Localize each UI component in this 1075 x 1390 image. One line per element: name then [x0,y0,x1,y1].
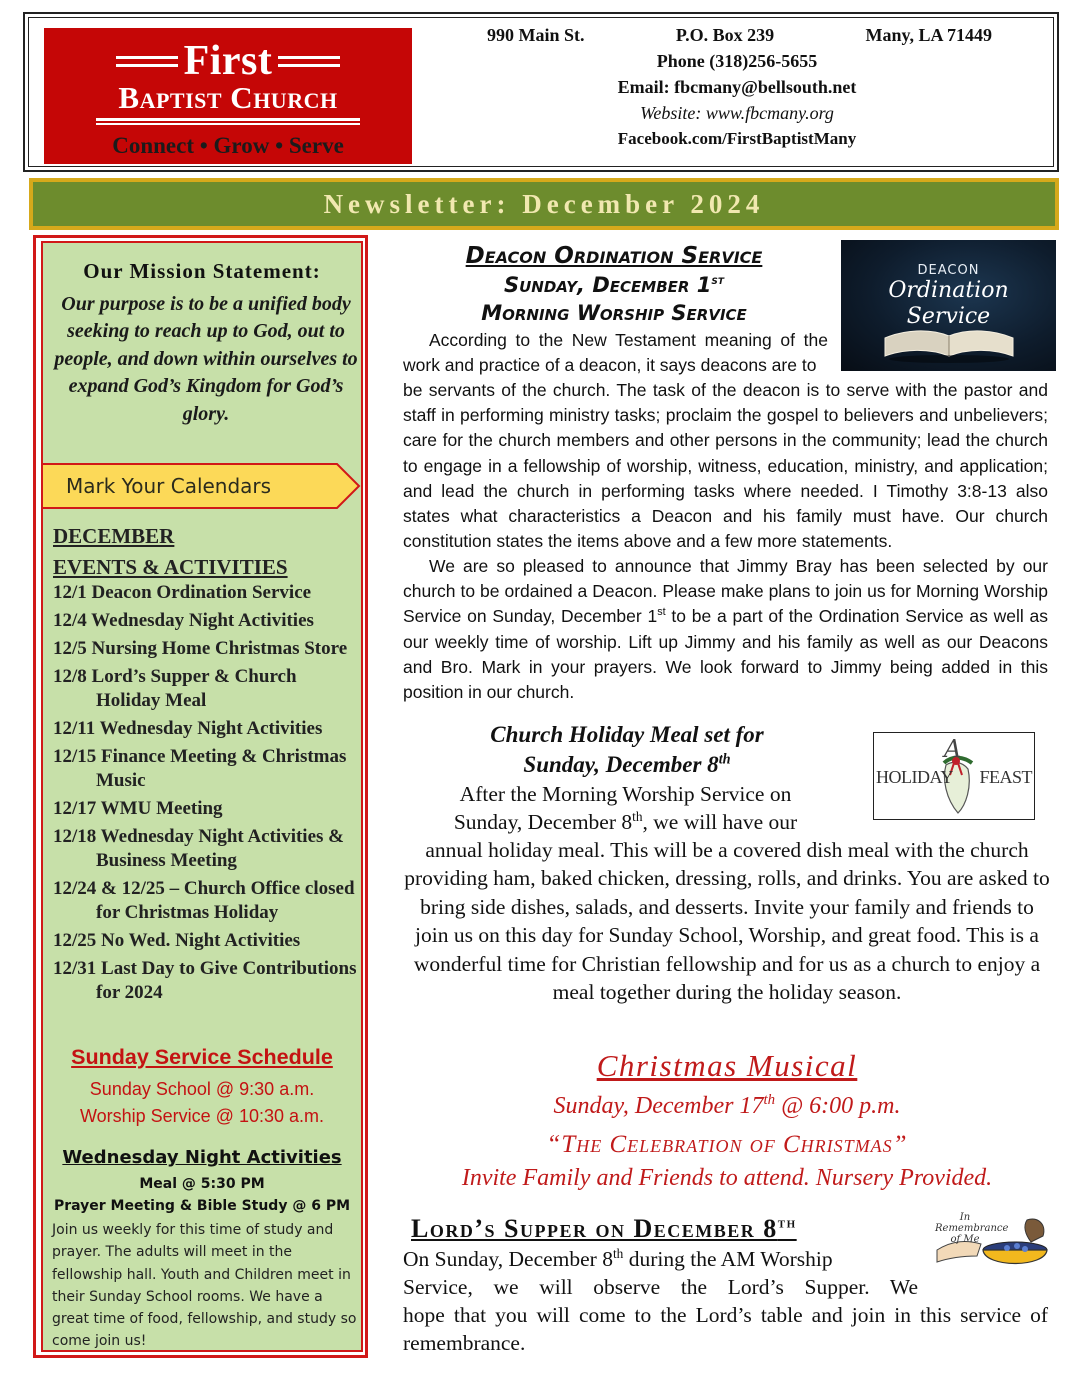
deacon-image-script-1: Ordination [888,278,1009,303]
newsletter-title: Newsletter: December 2024 [323,188,765,219]
worship-service-time: Worship Service @ 10:30 a.m. [79,1106,325,1126]
christmas-musical-date [403,1093,1051,1120]
sunday-schedule-title: Sunday Service Schedule [71,1045,333,1069]
deacon-p2-suffix: st [657,606,666,619]
deacon-p1-text-a: According to the New Testament meaning of the work and practice of a deacon, it says deacons are to [403,330,828,376]
deacon-date [403,271,825,299]
wednesday-title: Wednesday Night Activities [62,1147,342,1168]
lords-supper-body-rest: hope that you will come to the Lord’s table and join in this service of remembrance. [403,1303,1048,1355]
lords-supper-image-label: In Remembrance of Me [935,1212,1009,1245]
christmas-musical-invite: Invite Family and Friends to attend. Nursery Provided. [461,1165,993,1191]
christmas-musical-title: Christmas Musical [596,1048,858,1083]
logo-first-row [44,38,412,84]
deacon-ordination-image [841,240,1056,371]
event-item: 12/25 No Wed. Night Activities [53,930,301,951]
event-item: 12/17 WMU Meeting [53,798,223,819]
wednesday-meal-time: Meal @ 5:30 PM [139,1176,265,1192]
events-heading-subtitle: EVENTS & ACTIVITIES [53,555,288,579]
deacon-p2-text-a: We are so pleased to announce that Jimmy Bray has been selected by our church to be ordained a Deacon. Please make plans to join us for Morning Worship Service on Sunday, December 1 [403,556,1048,627]
holiday-meal-title-line2 [405,750,849,780]
sidebar-panel [41,241,363,1352]
musical-date-suffix: th [763,1092,776,1108]
deacon-image-script-2: Service [906,304,991,329]
calendar-tab-label: Mark Your Calendars [66,474,272,498]
street-address: 990 Main St. [487,25,585,45]
lords-supper-body-line2: Service, we will observe the Lord’s Supper. We [403,1275,918,1299]
event-item: 12/1 Deacon Ordination Service [53,582,312,603]
email[interactable]: Email: fbcmany@bellsouth.net [617,77,857,97]
event-item: 12/24 & 12/25 – Church Office closed for Christmas Holiday [53,878,355,923]
logo-rule-thin [96,123,360,125]
mission-text: Our purpose is to be a unified body seeking to reach up to God, out to people, and down within ourselves to expand God’s Kingdom for God’s glory. [54,293,358,425]
event-item: 12/4 Wednesday Night Activities [53,610,314,631]
lords-supper-title-suffix: th [777,1214,797,1232]
event-item: 12/11 Wednesday Night Activities [53,718,323,739]
main-column [403,236,1058,1366]
events-list [53,581,365,1009]
supper-body-suffix: th [612,1245,624,1261]
holiday-meal-body-suffix: th [632,808,643,824]
logo-church-name: Baptist Church [118,80,338,115]
deacon-paragraph-1b: be servants of the church. The task of the deacon is to serve with the pastor and staff in performing ministry tasks; proclaim the gospel to believers and unbelievers; care for the church members and other persons in the community; lead the church to engage in a fellowship of worship, witness, education, ministry, and application; and lead the church in performing tasks where needed. I Timothy 3:8-13 also states what characteristics a Deacon and his family must have. Our church constitution states the items above and a few more statements. [403,380,1048,552]
church-logo [44,28,412,164]
contact-info [427,22,1047,152]
wednesday-description: Join us weekly for this time of study and prayer. The adults will meet in the fellowship hall. Youth and Children meet in their Sunday School rooms. We have a great time of food, fellowship, and study so come join us! [52,1222,357,1350]
lords-supper-image [933,1210,1051,1280]
holiday-meal-date: Sunday, December 8 [523,752,719,777]
events-heading [53,521,288,583]
newsletter-banner [29,178,1059,230]
logo-left-lines [116,56,178,67]
holiday-meal-body-line1: After the Morning Worship Service on [459,782,792,806]
website[interactable]: Website: www.fbcmany.org [640,103,834,123]
deacon-p2-text-b: to be a part of the Ordination Service as well as our weekly time of worship. Lift up Jimmy and his family as well as our Deacons and Bro. Mark in your prayers. We look forward to Jimmy being added in this position in our church. [403,606,1048,703]
city-state-zip: Many, LA 71449 [865,25,992,45]
supper-body-text: during the AM Worship [623,1247,833,1271]
po-box: P.O. Box 239 [675,25,775,45]
holiday-meal-date-suffix: th [718,751,731,768]
deacon-title: Deacon Ordination Service [465,243,763,269]
holiday-meal-body-line2 [403,808,848,836]
holiday-meal-body-date: Sunday, December 8 [453,810,633,834]
christmas-musical-name: “The Celebration of Christmas” [546,1131,908,1158]
lords-supper-body-line1 [403,1246,918,1274]
holiday-meal-body-rest: annual holiday meal. This will be a covered dish meal with the church providing ham, baked chicken, dressing, rolls, and drinks. You are asked to bring side dishes, salads, and desserts. Invite your family and friends to join us on this day for Sunday School, Worship, and great food. This is a wonderful time for Christian fellowship and for us as a church to enjoy a meal together during the holiday season. [404,838,1050,1005]
lords-supper-title-text: Lord’s Supper on December 8 [411,1214,778,1243]
logo-first-word: First [183,38,273,84]
masthead-frame [28,17,1054,167]
event-item: 12/18 Wednesday Night Activities & Business Meeting [53,826,344,871]
holiday-feast-word-feast: FEAST [979,767,1032,787]
deacon-paragraph-1a [403,328,828,378]
event-item: 12/8 Lord’s Supper & Church Holiday Meal [53,666,297,711]
logo-right-lines [278,56,340,67]
address-row [427,22,1047,48]
event-item: 12/15 Finance Meeting & Christmas Music [53,746,347,791]
holiday-feast-word-holiday: HOLIDAY [876,767,953,787]
phone: Phone (318)256-5655 [656,51,818,71]
lords-supper-title [411,1214,797,1244]
deacon-image-caption: DEACON [917,263,980,278]
masthead [23,12,1059,172]
mission-title: Our Mission Statement: [83,259,321,283]
deacon-date-text: Sunday, December 1 [504,273,712,297]
sidebar [33,235,368,1358]
events-heading-month: DECEMBER [53,524,175,548]
event-item: 12/31 Last Day to Give Contributions for 2024 [53,958,357,1003]
holiday-feast-letter: A [944,735,962,763]
sunday-school-time: Sunday School @ 9:30 a.m. [89,1079,315,1099]
deacon-paragraph-2 [403,554,1048,705]
musical-time-text: @ 6:00 p.m. [775,1093,901,1119]
wednesday-prayer-time: Prayer Meeting & Bible Study @ 6 PM [53,1198,351,1214]
deacon-heading [403,242,825,327]
deacon-date-suffix: st [711,273,724,288]
holiday-meal-title-line1: Church Holiday Meal set for [490,722,764,747]
holiday-feast-image [873,732,1035,820]
logo-tagline: Connect • Grow • Serve [112,133,344,158]
open-bible-icon [879,324,1019,364]
event-item: 12/5 Nursing Home Christmas Store [53,638,348,659]
facebook-link[interactable]: Facebook.com/FirstBaptistMany [617,129,857,148]
musical-date-text: Sunday, December 17 [553,1093,764,1119]
holiday-meal-body-text: , we will have our [642,810,798,834]
holiday-meal-title [405,720,849,780]
supper-body-date: On Sunday, December 8 [403,1247,613,1271]
deacon-subtitle: Morning Worship Service [481,301,747,325]
mark-your-calendars-tab [41,463,361,509]
logo-rule [96,118,360,121]
